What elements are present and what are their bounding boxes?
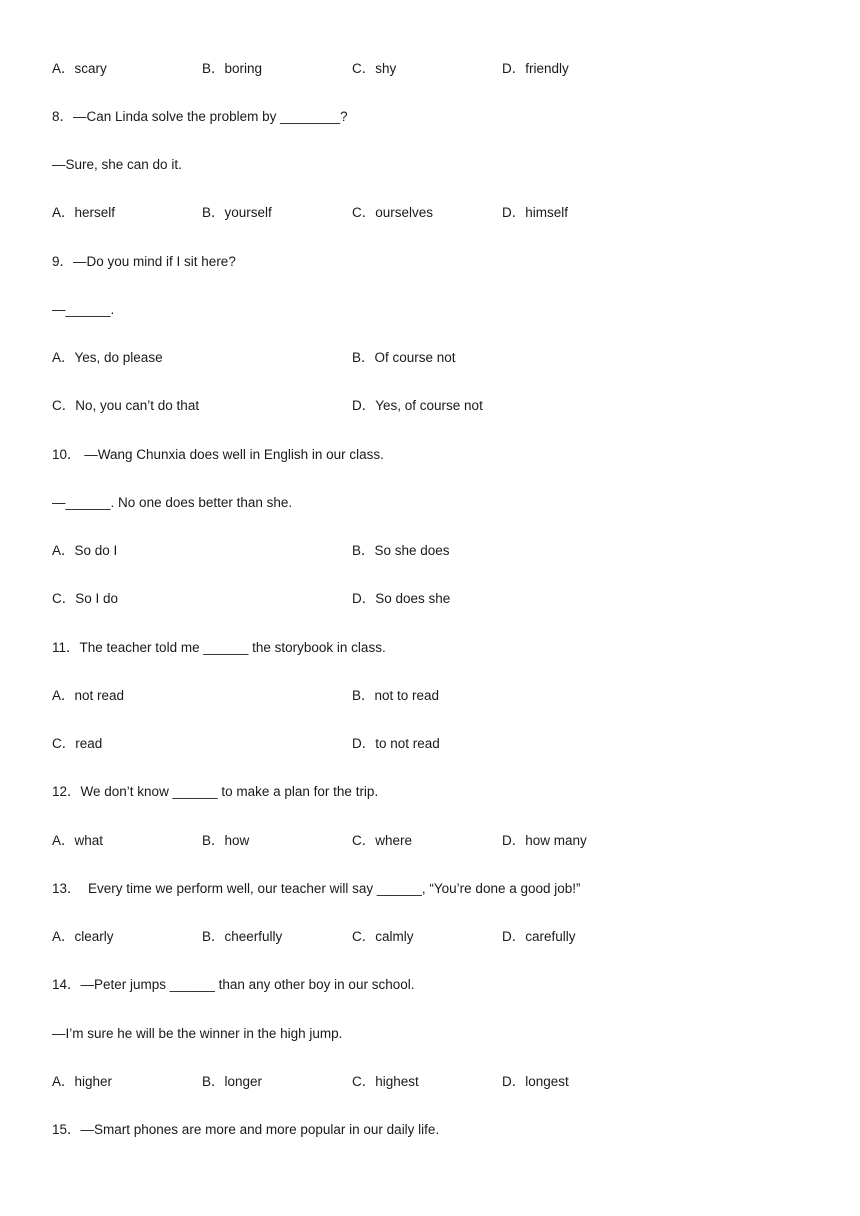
option-c: C．So I do: [52, 591, 119, 606]
question-11-stem: 11．The teacher told me ______ the storybook in class.: [52, 640, 386, 655]
question-14-stem: 14．—Peter jumps ______ than any other boy in our school.: [52, 977, 415, 992]
question-12-stem: 12．We don’t know ______ to make a plan for the trip.: [52, 784, 379, 799]
option-b: B．not to read: [352, 688, 440, 703]
option-c: C．shy: [352, 61, 397, 76]
option-a: A．clearly: [52, 929, 114, 944]
option-a: A．higher: [52, 1074, 113, 1089]
question-13-stem: 13． Every time we perform well, our teacher will say ______, “You’re done a good job!”: [52, 881, 581, 896]
option-a: A．herself: [52, 205, 116, 220]
option-a: A．what: [52, 833, 104, 848]
option-b: B．yourself: [202, 205, 272, 220]
question-10-response: —______. No one does better than she.: [52, 495, 293, 510]
option-d: D．carefully: [502, 929, 576, 944]
question-15-stem: 15．—Smart phones are more and more popular in our daily life.: [52, 1122, 440, 1137]
option-d: D．So does she: [352, 591, 451, 606]
option-a: A．scary: [52, 61, 107, 76]
option-a: A．not read: [52, 688, 125, 703]
option-b: B．So she does: [352, 543, 450, 558]
option-d: D．longest: [502, 1074, 569, 1089]
question-8-response: —Sure, she can do it.: [52, 157, 182, 172]
question-8-stem: 8．—Can Linda solve the problem by ________?: [52, 109, 348, 124]
option-b: B．cheerfully: [202, 929, 283, 944]
option-c: C．read: [52, 736, 103, 751]
option-d: D．how many: [502, 833, 587, 848]
option-b: B．boring: [202, 61, 263, 76]
option-d: D．Yes, of course not: [352, 398, 483, 413]
option-a: A．Yes, do please: [52, 350, 163, 365]
question-10-stem: 10． —Wang Chunxia does well in English in our class.: [52, 447, 384, 462]
option-c: C．ourselves: [352, 205, 434, 220]
option-c: C．highest: [352, 1074, 419, 1089]
option-b: B．how: [202, 833, 250, 848]
option-b: B．longer: [202, 1074, 263, 1089]
question-14-response: —I’m sure he will be the winner in the high jump.: [52, 1026, 343, 1041]
option-c: C．calmly: [352, 929, 414, 944]
option-d: D．to not read: [352, 736, 440, 751]
option-b: B．Of course not: [352, 350, 456, 365]
question-9-response: —______.: [52, 302, 115, 317]
question-9-stem: 9．—Do you mind if I sit here?: [52, 254, 236, 269]
option-d: D．himself: [502, 205, 569, 220]
option-d: D．friendly: [502, 61, 569, 76]
option-c: C．No, you can’t do that: [52, 398, 200, 413]
option-a: A．So do I: [52, 543, 118, 558]
option-c: C．where: [352, 833, 413, 848]
